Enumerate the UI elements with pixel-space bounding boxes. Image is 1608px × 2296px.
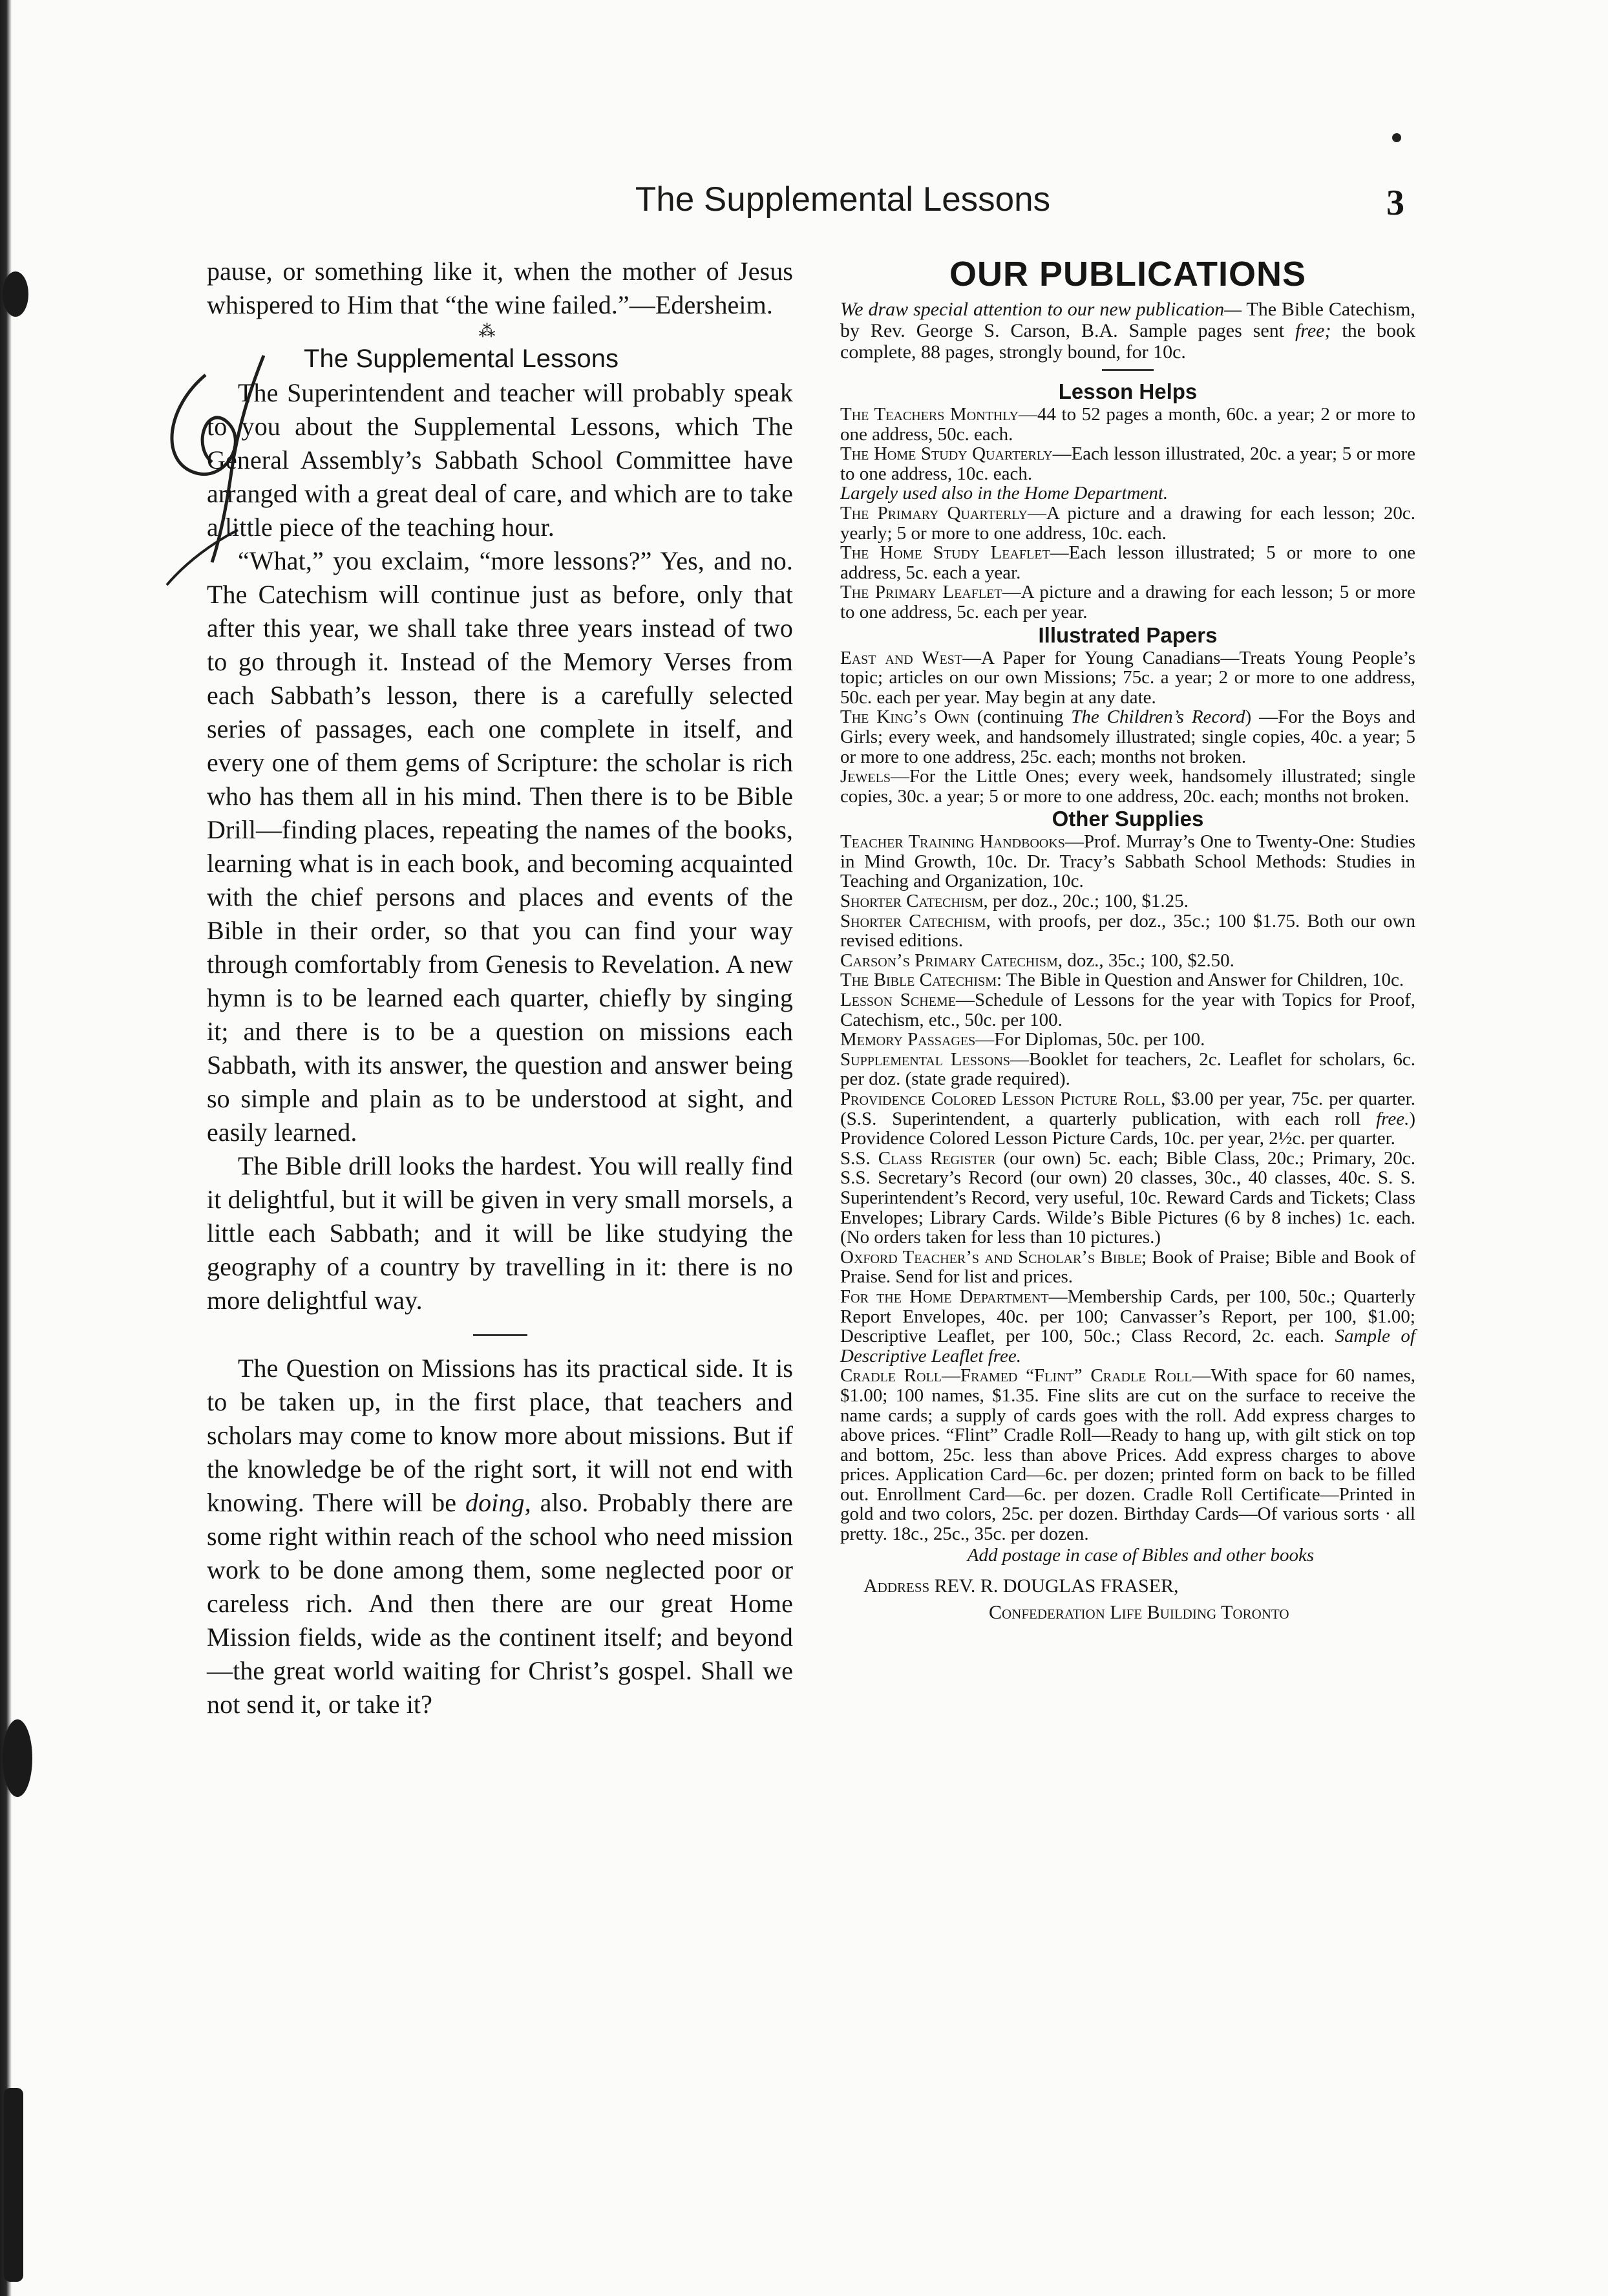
listing-entry bbox=[840, 582, 1415, 622]
publications-title: OUR PUBLICATIONS bbox=[949, 255, 1306, 293]
listing-entry bbox=[840, 990, 1415, 1030]
entry-name: The Bible Catechism bbox=[840, 970, 997, 991]
lesson-helps-heading: Lesson Helps bbox=[1058, 379, 1198, 403]
illustrated-papers-heading: Illustrated Papers bbox=[1038, 622, 1218, 647]
listing-entry bbox=[840, 444, 1415, 504]
entry-text: : The Bible in Question and Answer for Children, 10c. bbox=[997, 970, 1404, 991]
intro-free: free; bbox=[1295, 320, 1331, 341]
listing-entry bbox=[840, 504, 1415, 543]
entry-name: Providence Colored Lesson Picture Roll bbox=[840, 1089, 1161, 1109]
entry-text: —Schedule of Lessons for the year with Topics for Proof, Catechism, etc., 50c. per 100. bbox=[840, 990, 1415, 1030]
scan-blot bbox=[4, 2088, 23, 2282]
listing-entry bbox=[840, 911, 1415, 951]
entry-name: The Teachers Monthly bbox=[840, 404, 1019, 425]
address-line bbox=[840, 1573, 1415, 1600]
entry-name: Supplemental Lessons bbox=[840, 1048, 1010, 1070]
entry-name: Jewels bbox=[840, 766, 891, 787]
entry-name: Cradle Roll—Framed “Flint” Cradle Roll bbox=[840, 1365, 1192, 1387]
divider bbox=[1102, 369, 1154, 371]
other-supplies-heading: Other Supplies bbox=[1052, 807, 1204, 831]
scan-binding-edge bbox=[0, 0, 12, 2296]
scan-blot bbox=[3, 271, 28, 317]
paragraph-text: also. Probably there are some right within reach of the school who need mission work to be done among them, some neglected poor or careless rich. And then there are our great Home Mission fields, wide as the continent itself; and beyond—the great world waiting for Christ’s gospel. Shall we not send it, or take it? bbox=[207, 1488, 793, 1719]
paragraph bbox=[207, 1352, 793, 1721]
entry-note: Largely used also in the Home Department. bbox=[840, 483, 1169, 504]
listing-entry bbox=[840, 648, 1415, 708]
scan-blot bbox=[3, 1719, 32, 1797]
entry-name: Oxford Teacher’s and Scholar’s Bible bbox=[840, 1246, 1142, 1268]
entry-text: —Each lesson illustrated, 20c. a year; 5 or more to one address, 10c. each. bbox=[840, 443, 1416, 484]
entry-italic: free. bbox=[1376, 1108, 1410, 1129]
address-name: REV. R. DOUGLAS FRASER, bbox=[934, 1575, 1179, 1597]
entry-name: S.S. Class Register bbox=[840, 1147, 996, 1169]
entry-name: The Home Study Leaflet bbox=[840, 542, 1050, 564]
listing-entry bbox=[840, 951, 1415, 971]
entry-text: —Each lesson illustrated; 5 or more to one address, 5c. each a year. bbox=[840, 542, 1415, 583]
entry-text: —For Diplomas, 50c. per 100. bbox=[975, 1029, 1205, 1050]
entry-name: The Home Study Quarterly bbox=[840, 443, 1053, 465]
entry-name: Carson’s Primary Catechism bbox=[840, 950, 1058, 971]
entry-name: Lesson Scheme bbox=[840, 990, 956, 1011]
listing-entry bbox=[840, 1030, 1415, 1050]
right-column bbox=[840, 253, 1415, 1626]
entry-text: —A picture and a drawing for each lesson; 20c. yearly; 5 or more to one address, 10c. each. bbox=[840, 502, 1415, 544]
entry-text: —44 to 52 pages a month, 60c. a year; 2 or more to one address, 50c. each. bbox=[840, 404, 1415, 445]
paragraph-text: The Question on Missions has its practical side. It is to be taken up, in the first place, that teachers and scholars may come to know more about missions. But if the knowledge be of the right sort, it will not end with knowing. There will be bbox=[207, 1354, 793, 1517]
page-number: 3 bbox=[1386, 183, 1404, 223]
listing-entry bbox=[840, 543, 1415, 582]
entry-name: For the Home Department bbox=[840, 1286, 1049, 1307]
section-heading: The Supplemental Lessons bbox=[304, 345, 619, 373]
entry-text: —Membership Cards, per 100, 50c.; Quarterly Report Envelopes, 40c. per 100; Canvasser’s Report, per 100, $1.00; Descriptive Leaflet, per 100, 50c.; Class Record, 2c. each. bbox=[840, 1286, 1415, 1347]
entry-text: —A picture and a drawing for each lesson; 5 or more to one address, 5c. each per year. bbox=[840, 582, 1416, 622]
entry-text: —For the Little Ones; every week, handsomely illustrated; single copies, 30c. a year; 5 or more to one address, 20c. each; months not broken. bbox=[840, 766, 1415, 807]
entry-name: The Primary Quarterly bbox=[840, 502, 1028, 524]
listing-entry bbox=[840, 405, 1415, 444]
entry-name: Shorter Catechism bbox=[840, 910, 986, 931]
listing-entry bbox=[840, 767, 1415, 806]
entry-text: —With space for 60 names, $1.00; 100 names, $1.35. Fine slits are cut on the surface to receive the name cards; a supply of cards goes with the roll. Add express charges to above prices. “Flint” Cradle Roll—Ready to hang up, with gilt stick on top and bottom, 25c. less than above Prices. Add express charges to above prices. Application Card—6c. per dozen; printed form on back to be filled out. Enrollment Card—6c. per dozen. Cradle Roll Certificate—Printed in gold and two colors, 25c. per dozen. Birthday Cards—Of various sorts · all pretty. 18c., 25c., 35c. per dozen. bbox=[840, 1365, 1415, 1545]
intro-lead: We draw special attention to our new publication— bbox=[840, 299, 1242, 320]
section-ornament: ⁂ bbox=[478, 322, 496, 341]
entry-text: (our own) 5c. each; Bible Class, 20c.; Primary, 20c. S.S. Secretary’s Record (our own) 20 classes, 30c., 40 classes, 40c. S. S. Superintendent’s Record, very useful, 10c. Reward Cards and Tickets; Class Envelopes; Library Cards. Wilde’s Bible Pictures (6 by 8 inches) 1c. each. (No orders taken for less than 10 pictures.) bbox=[840, 1147, 1415, 1248]
paragraph: The Superintendent and teacher will probably speak to you about the Supplemental Lessons, which The General Assembly’s Sabbath School Committee have arranged with a great deal of care, and which are to take a little piece of the teaching hour. bbox=[207, 378, 793, 542]
entry-text: —Booklet for teachers, 2c. Leaflet for scholars, 6c. per doz. (state grade required). bbox=[840, 1048, 1415, 1090]
entry-text: ; Book of Praise; Bible and Book of Praise. Send for list and prices. bbox=[840, 1246, 1415, 1288]
listing-entry bbox=[840, 832, 1415, 891]
left-column bbox=[207, 255, 793, 1721]
entry-text: (continuing bbox=[969, 707, 1072, 728]
publications-intro bbox=[840, 299, 1415, 363]
listing-entry bbox=[840, 1149, 1415, 1248]
paragraph: The Bible drill looks the hardest. You will really find it delightful, but it will be given in very small morsels, a little each Sabbath; and it will be like studying the geography of a country by travelling in it: there is no more delightful way. bbox=[207, 1151, 793, 1315]
emphasis: doing, bbox=[465, 1488, 531, 1517]
paragraph: “What,” you exclaim, “more lessons?” Yes, and no. The Catechism will continue just as before, only that after this year, we shall take three years instead of two to go through it. Instead of the Memory Verses from each Sabbath’s lesson, there is a carefully selected series of passages, each one complete in itself, and every one of them gems of Scripture: the scholar is rich who has them all in his mind. Then there is to be Bible Drill—finding places, repeating the names of the books, learning what is in each book, and becoming acquainted with the chief persons and places and events of the Bible in their order, so that you can find your way through comfortably from Genesis to Revelation. A new hymn is to be learned each quarter, chiefly by singing it; and there is to be a question on missions each Sabbath, with its answer, the question and answer being so simple and plain as to be understood at sight, and easily learned. bbox=[207, 546, 793, 1147]
entry-name: The Primary Leaflet bbox=[840, 582, 1002, 603]
entry-name: Shorter Catechism bbox=[840, 891, 984, 912]
entry-text: —A Paper for Young Canadians—Treats Young People’s topic; articles on our own Missions; 75c. a year; 2 or more to one address, 50c. each per year. May begin at any date. bbox=[840, 647, 1416, 708]
intro-text: The Bible Catechism, by Rev. George S. Carson, B.A. Sample pages sent bbox=[840, 299, 1415, 341]
intro-text: the book complete, 88 pages, strongly bound, for 10c. bbox=[840, 320, 1415, 363]
entry-text: , $3.00 per year, 75c. per quarter. (S.S. Superintendent, a quarterly publication, with each roll bbox=[840, 1089, 1415, 1129]
entry-text: , with proofs, per doz., 35c.; 100 $1.75. Both our own revised editions. bbox=[840, 910, 1415, 951]
address-building: Confederation Life Building Toronto bbox=[989, 1601, 1289, 1623]
listing-entry bbox=[840, 891, 1415, 911]
entry-italic: The Children’s Record bbox=[1071, 707, 1245, 728]
entry-text: ) Providence Colored Lesson Picture Cards, 10c. per year, 2½c. per quarter. bbox=[840, 1108, 1415, 1149]
listing-entry bbox=[840, 1050, 1415, 1089]
divider bbox=[473, 1334, 527, 1336]
listing-entry bbox=[840, 1287, 1415, 1366]
postage-note: Add postage in case of Bibles and other books bbox=[967, 1544, 1315, 1566]
listing-entry bbox=[840, 1366, 1415, 1544]
entry-name: The King’s Own bbox=[840, 707, 969, 728]
listing-entry bbox=[840, 1089, 1415, 1149]
entry-text: ) —For the Boys and Girls; every week, and handsomely illustrated; single copies, 40c. a year; 5 or more to one address, 25c. each; months not broken. bbox=[840, 707, 1416, 767]
running-head: The Supplemental Lessons bbox=[635, 180, 1051, 218]
entry-name: East and West bbox=[840, 647, 963, 668]
entry-name: Memory Passages bbox=[840, 1029, 976, 1050]
entry-italic: Sample of Descriptive Leaflet free. bbox=[840, 1326, 1415, 1366]
ink-dot bbox=[1392, 133, 1401, 142]
paragraph: pause, or something like it, when the mother of Jesus whispered to Him that “the wine failed.”—Edersheim. bbox=[207, 257, 793, 319]
listing-entry bbox=[840, 707, 1415, 767]
entry-text: —Prof. Murray’s One to Twenty-One: Studies in Mind Growth, 10c. Dr. Tracy’s Sabbath School Methods: Studies in Teaching and Organization, 10c. bbox=[840, 831, 1415, 892]
address-label: Address bbox=[863, 1575, 930, 1597]
entry-text: , doz., 35c.; 100, $2.50. bbox=[1057, 950, 1234, 971]
entry-name: Teacher Training Handbooks bbox=[840, 831, 1065, 853]
listing-entry bbox=[840, 1248, 1415, 1287]
listing-entry bbox=[840, 970, 1415, 990]
entry-text: , per doz., 20c.; 100, $1.25. bbox=[983, 891, 1189, 912]
